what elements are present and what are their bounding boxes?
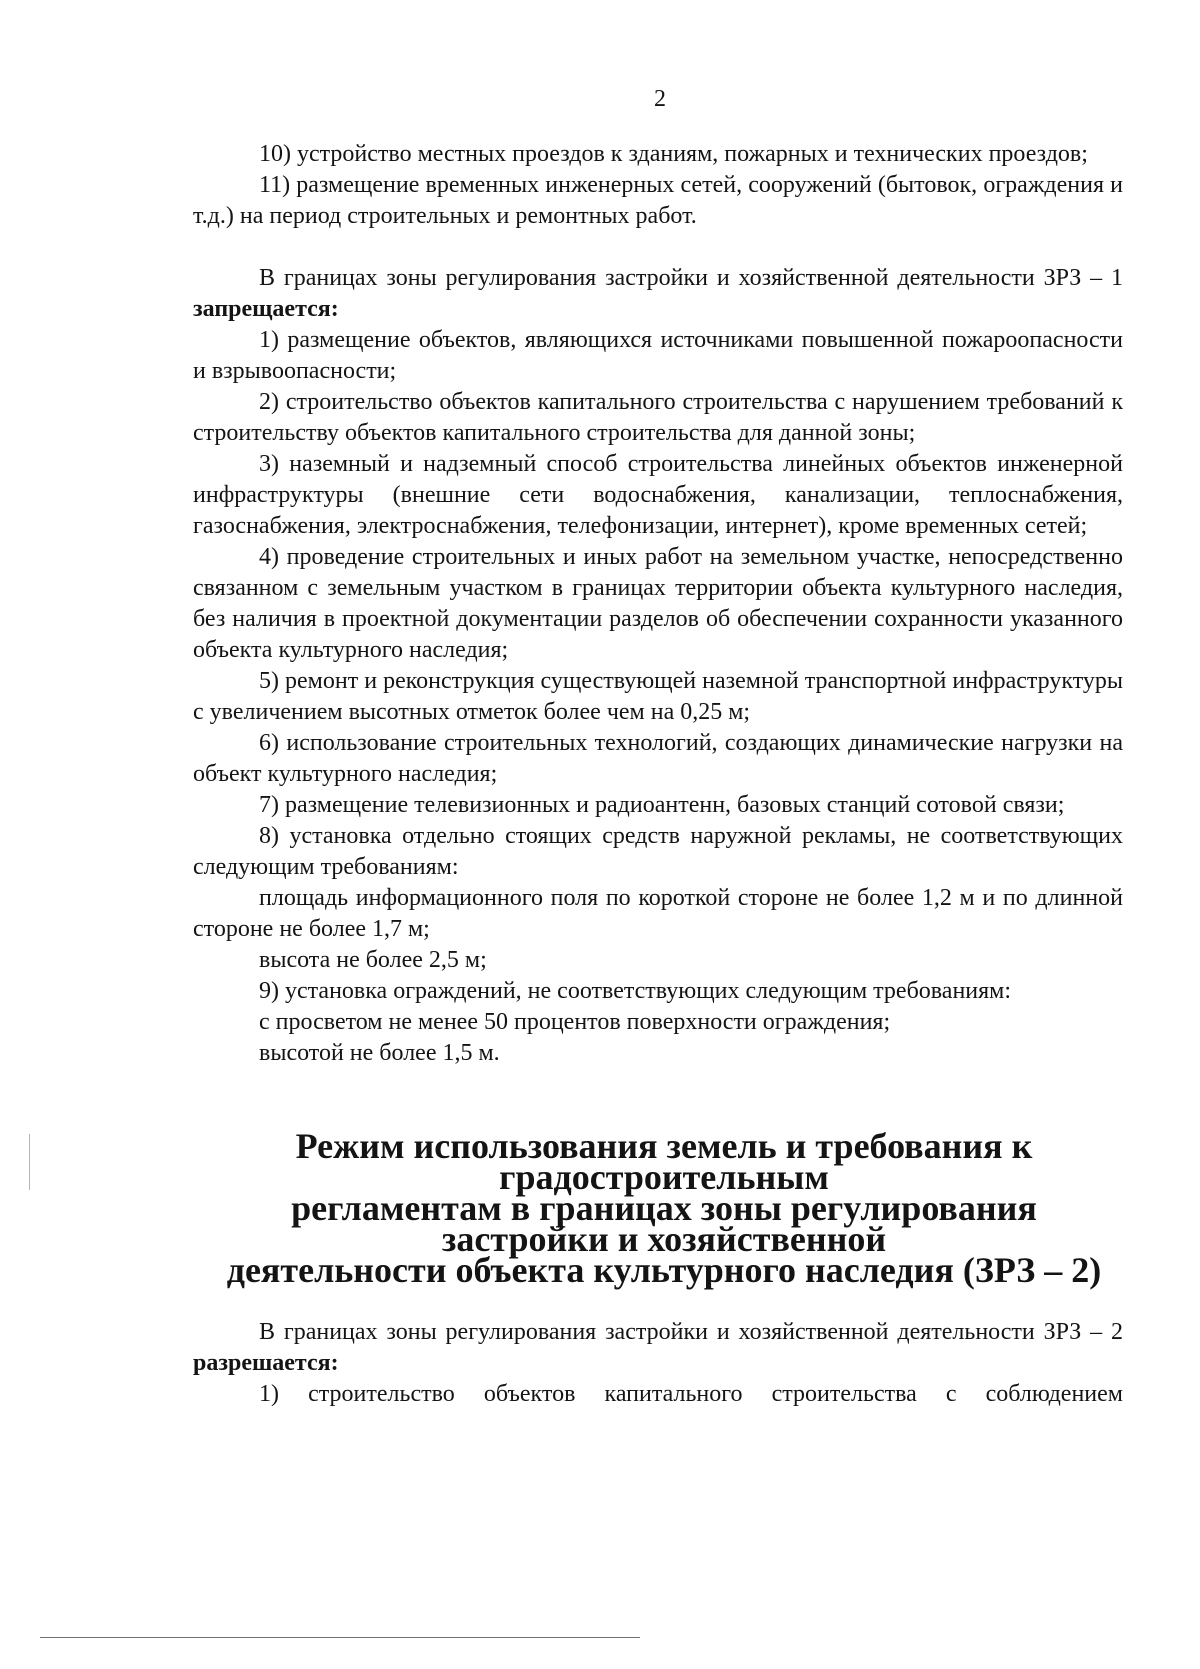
list-item: 10) устройство местных проездов к зданиям, пожарных и технических проездов; [259,141,1088,167]
list-item: с просветом не менее 50 процентов поверхности ограждения; [259,1009,891,1035]
zrz2-intro [193,1317,1123,1379]
list-item: 1) строительство объектов капитального строительства с соблюдением [259,1381,1123,1407]
list-item: 2) строительство объектов капитального строительства с нарушением требований к строительству объектов капитального строительства для данной зоны; [193,389,1123,446]
list-item: 9) установка ограждений, не соответствующих следующим требованиям: [259,978,1012,1004]
list-item: 7) размещение телевизионных и радиоантенн, базовых станций сотовой связи; [259,792,1065,818]
list-item: 5) ремонт и реконструкция существующей наземной транспортной инфраструктуры с увеличением высотных отметок более чем на 0,25 м; [193,668,1123,725]
section-heading [193,1126,1123,1290]
zrz2-intro-text: В границах зоны регулирования застройки и хозяйственной деятельности ЗРЗ – 2 [259,1319,1123,1345]
scan-margin-mark [29,1134,30,1190]
section-heading-line: деятельности объекта культурного наследия (ЗРЗ – 2) [226,1250,1102,1290]
paragraph-gap [193,232,1123,263]
list-item: 3) наземный и надземный способ строительства линейных объектов инженерной инфраструктуры (внешние сети водоснабжения, канализации, теплоснабжения, газоснабжения, электроснабжения, телефонизации, интернет), кроме временных сетей; [193,451,1123,539]
zrz1-intro-text: В границах зоны регулирования застройки и хозяйственной деятельности ЗРЗ – 1 [259,265,1123,291]
paragraph-gap [193,1286,1123,1317]
section-heading-line: регламентам в границах зоны регулирования застройки и хозяйственной [291,1188,1037,1259]
list-item: высотой не более 1,5 м. [259,1040,500,1066]
list-item: 1) размещение объектов, являющихся источниками повышенной пожароопасности и взрывоопасности; [193,327,1123,384]
page-number: 2 [654,86,666,112]
zrz1-intro-keyword: запрещается: [193,296,339,322]
footer-rule [40,1637,640,1638]
list-item: 11) размещение временных инженерных сетей, сооружений (бытовок, ограждения и т.д.) на период строительных и ремонтных работ. [193,172,1123,229]
list-item: 6) использование строительных технологий, создающих динамические нагрузки на объект культурного наследия; [193,730,1123,787]
section-heading-line: Режим использования земель и требования к градостроительным [295,1126,1033,1197]
zrz2-intro-keyword: разрешается: [193,1350,339,1376]
list-item: 4) проведение строительных и иных работ на земельном участке, непосредственно связанном с земельным участком в границах территории объекта культурного наследия, без наличия в проектной документации разделов об обеспечении сохранности указанного объекта культурного наследия; [193,544,1123,663]
list-item: 8) установка отдельно стоящих средств наружной рекламы, не соответствующих следующим требованиям: [193,823,1123,880]
list-item: высота не более 2,5 м; [259,947,487,973]
zrz1-intro [193,263,1123,325]
list-item: площадь информационного поля по короткой стороне не более 1,2 м и по длинной стороне не более 1,7 м; [193,885,1123,942]
document-body [193,139,1123,1410]
section-gap [193,1069,1123,1131]
